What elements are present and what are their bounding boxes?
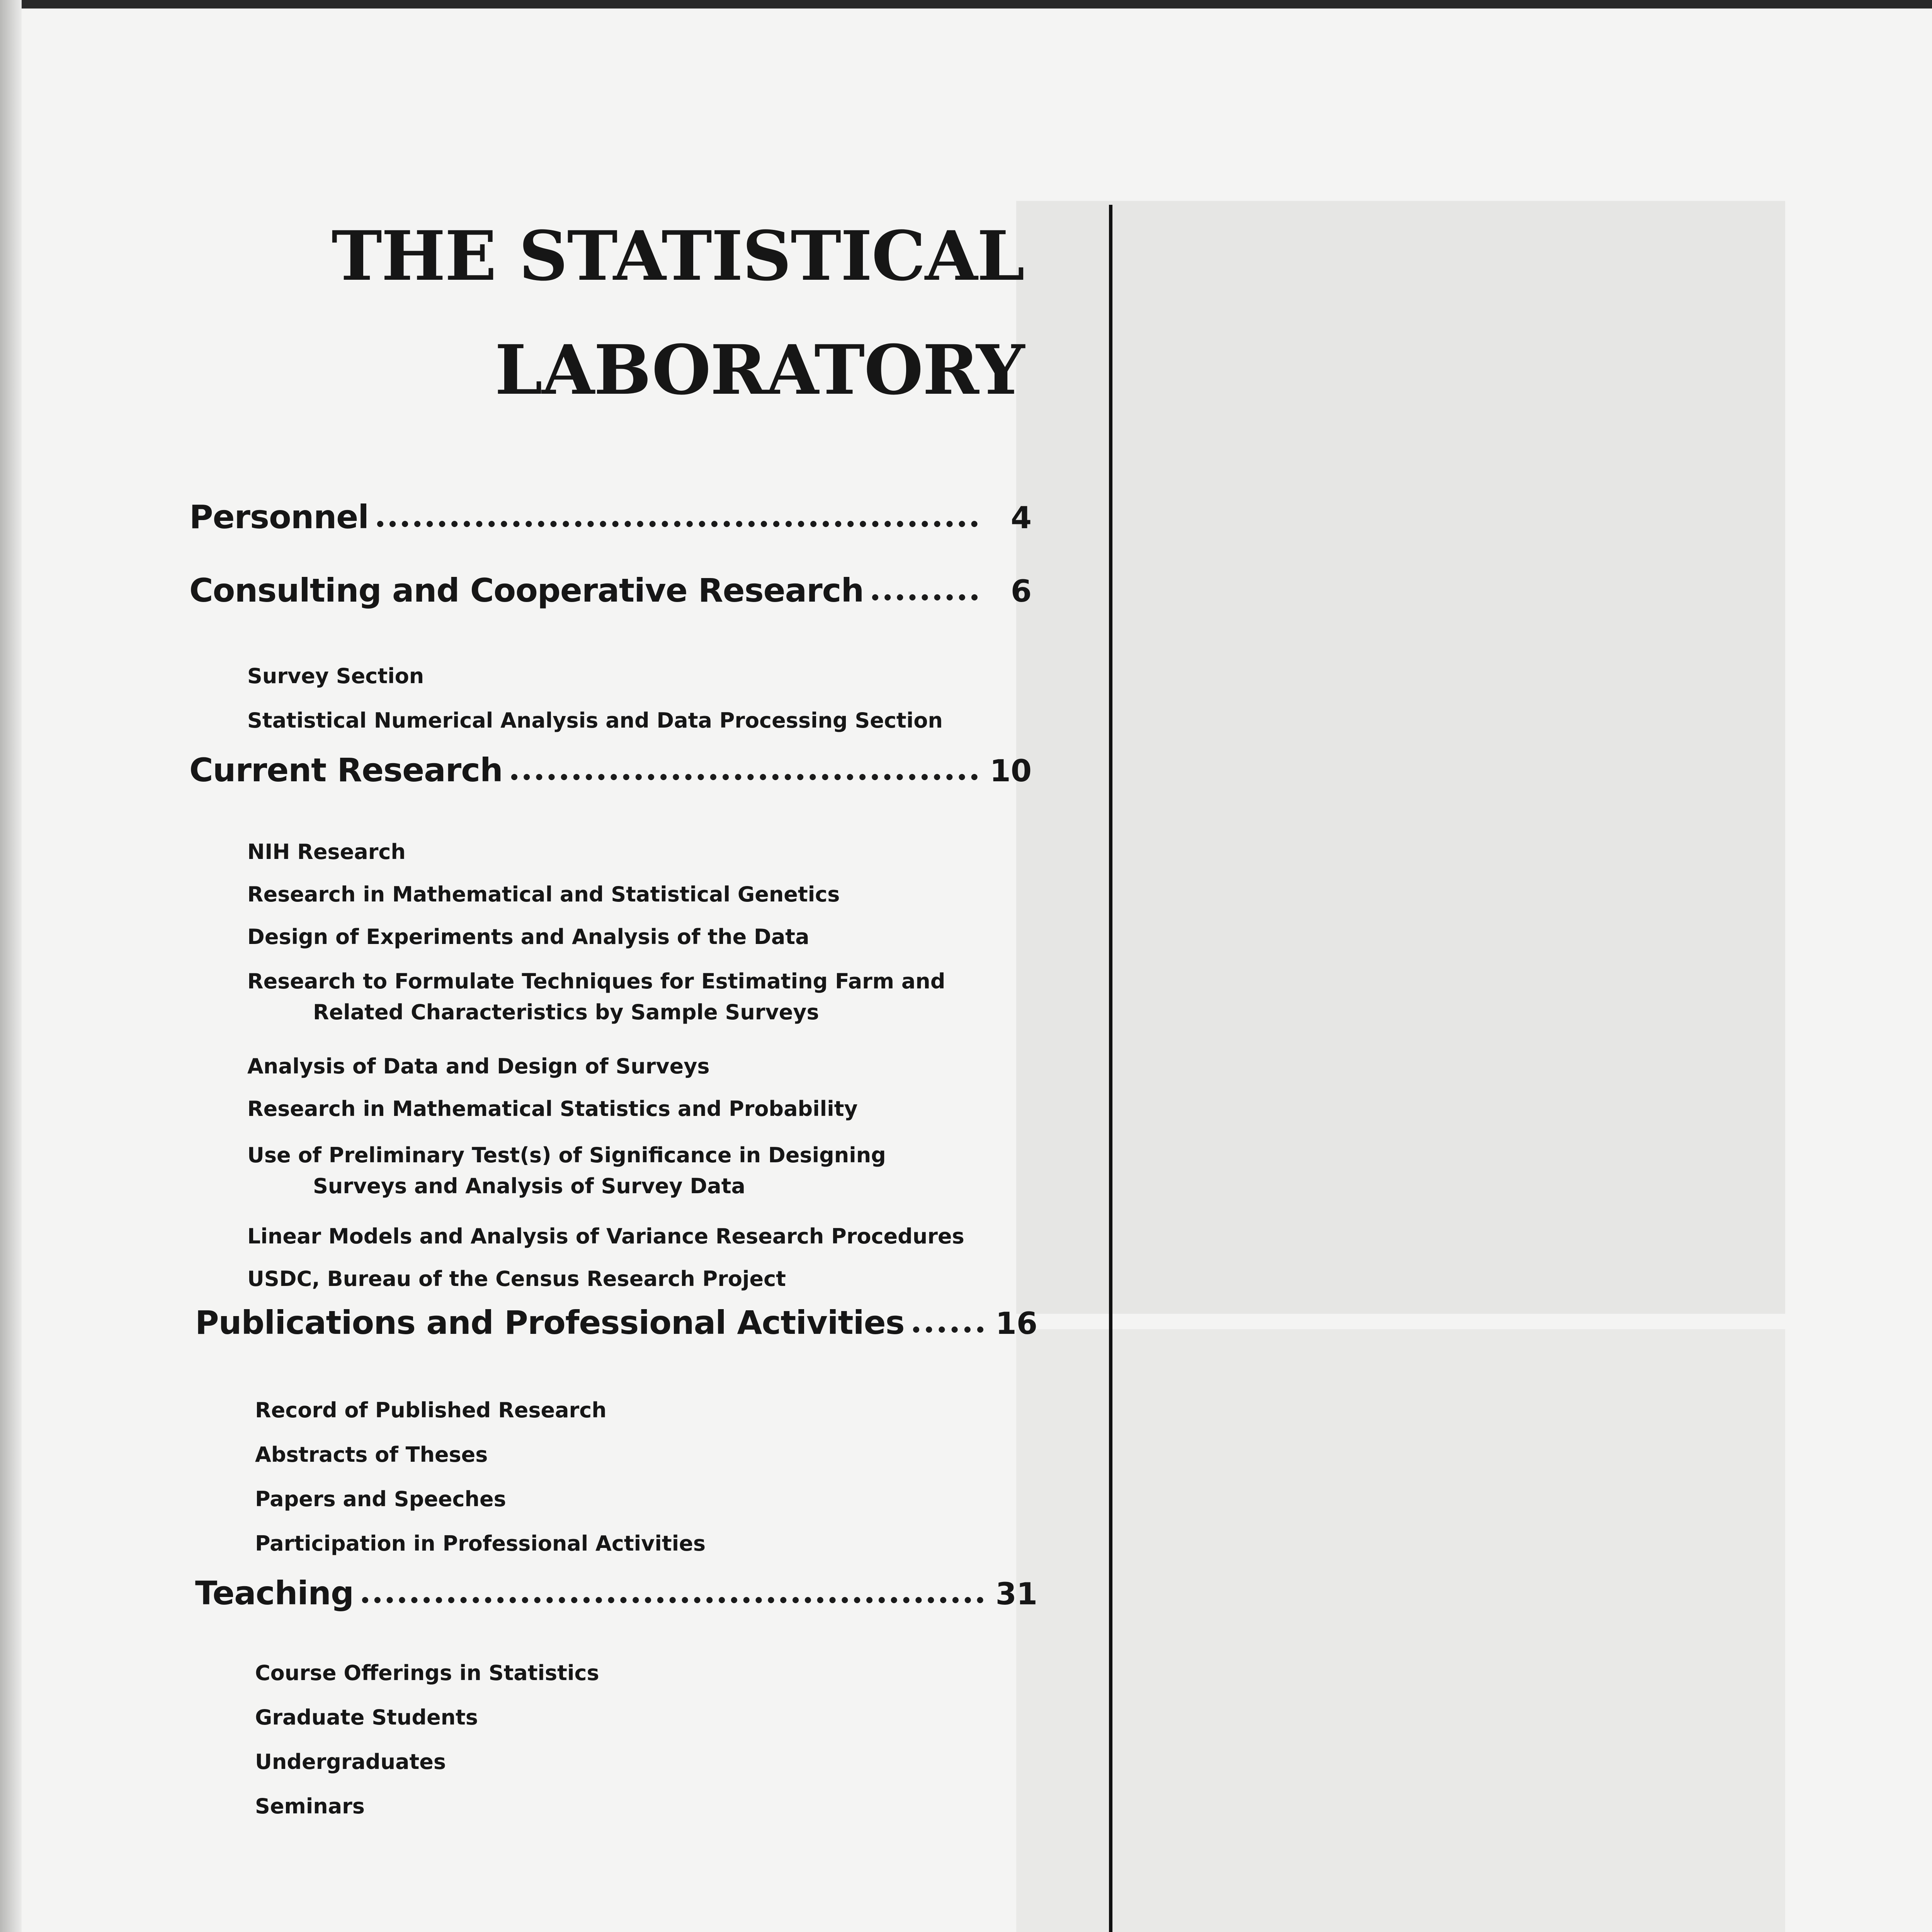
toc-subsection: Surveys and Analysis of Survey Data xyxy=(313,1174,745,1198)
toc-section-label: Consulting and Cooperative Research xyxy=(189,571,864,609)
dot-leader xyxy=(511,774,978,780)
toc-page-number: 10 xyxy=(990,754,1032,789)
toc-subsection: Analysis of Data and Design of Surveys xyxy=(247,1054,710,1078)
toc-subsection: NIH Research xyxy=(247,840,406,864)
toc-subsection: USDC, Bureau of the Census Research Project xyxy=(247,1267,786,1291)
toc-subsection: Design of Experiments and Analysis of the Data xyxy=(247,925,810,949)
toc-subsection: Research in Mathematical Statistics and Probability xyxy=(247,1097,858,1121)
dot-leader xyxy=(913,1327,983,1333)
toc-section xyxy=(189,487,1032,536)
toc-subsection: Course Offerings in Statistics xyxy=(255,1661,599,1685)
title-line-1: THE STATISTICAL xyxy=(331,216,1024,296)
toc-subsection: Statistical Numerical Analysis and Data Processing Section xyxy=(247,708,943,733)
toc-subsection: Research in Mathematical and Statistical Genetics xyxy=(247,882,840,906)
toc-section xyxy=(189,740,1032,789)
toc-subsection: Related Characteristics by Sample Surveys xyxy=(313,1000,819,1024)
toc-subsection: Papers and Speeches xyxy=(255,1487,506,1511)
dot-leader xyxy=(362,1597,983,1603)
toc-page-number: 6 xyxy=(1010,574,1032,609)
toc-subsection: Survey Section xyxy=(247,664,424,688)
dot-leader xyxy=(377,521,978,527)
toc-subsection: Participation in Professional Activities xyxy=(255,1531,706,1556)
toc-section-label: Teaching xyxy=(195,1574,354,1612)
toc-page-number: 4 xyxy=(1010,501,1032,536)
toc-section-label: Personnel xyxy=(189,498,369,536)
faded-photo-top xyxy=(1016,201,1785,1314)
toc-section xyxy=(195,1563,1037,1612)
toc-subsection: Linear Models and Analysis of Variance Research Procedures xyxy=(247,1224,964,1248)
toc-section-label: Publications and Professional Activities xyxy=(195,1304,905,1342)
toc-page-number: 31 xyxy=(995,1577,1037,1612)
toc-subsection: Record of Published Research xyxy=(255,1398,607,1422)
toc-subsection: Use of Preliminary Test(s) of Significance in Designing xyxy=(247,1143,886,1167)
dot-leader xyxy=(872,594,978,600)
vertical-divider xyxy=(1109,205,1112,1932)
faded-photo-bottom xyxy=(1016,1329,1785,1932)
toc-subsection: Graduate Students xyxy=(255,1705,478,1730)
toc-subsection: Research to Formulate Techniques for Estimating Farm and xyxy=(247,969,946,993)
title-line-2: LABORATORY xyxy=(495,330,1024,410)
toc-section xyxy=(189,560,1032,607)
toc-subsection: Undergraduates xyxy=(255,1750,446,1774)
toc-subsection: Seminars xyxy=(255,1794,365,1818)
toc-subsection: Abstracts of Theses xyxy=(255,1442,488,1467)
toc-section xyxy=(195,1293,1037,1342)
toc-page-number: 16 xyxy=(995,1306,1037,1341)
toc-section-label: Current Research xyxy=(189,751,503,789)
